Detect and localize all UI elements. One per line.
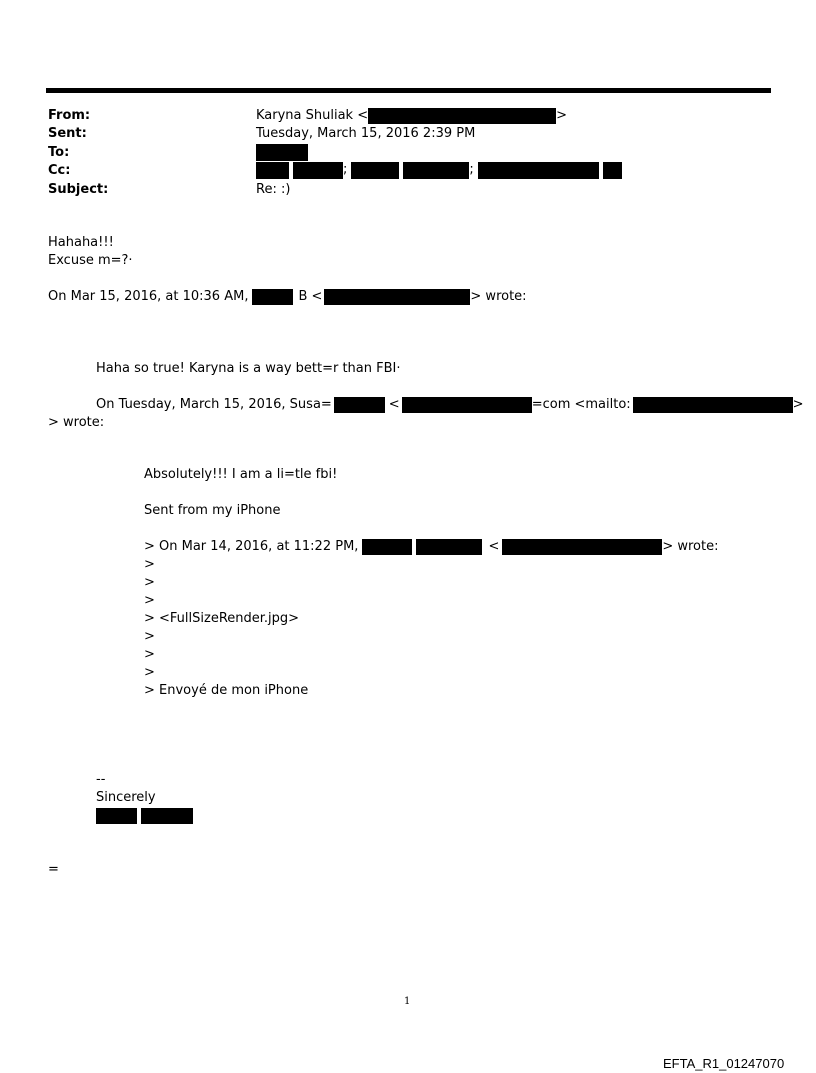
document-id: EFTA_R1_01247070 xyxy=(663,1056,785,1071)
quote-text: On Mar 15, 2016, at 10:36 AM, xyxy=(48,289,249,304)
to-label: To: xyxy=(48,145,70,160)
page-number: 1 xyxy=(404,996,411,1007)
redaction-box xyxy=(256,162,289,179)
redaction-box xyxy=(478,162,599,179)
redaction-box xyxy=(252,289,293,305)
quote-marker: > xyxy=(144,557,155,572)
quote-header-2 xyxy=(96,397,804,413)
redaction-box xyxy=(362,539,412,555)
signature-text: Sincerely xyxy=(96,790,156,805)
quote-marker: > xyxy=(144,665,155,680)
redaction-box xyxy=(502,539,662,555)
redaction-box xyxy=(334,397,385,413)
redaction-box xyxy=(633,397,793,413)
quote-text: > On Mar 14, 2016, at 11:22 PM, xyxy=(144,539,359,554)
redaction-box xyxy=(368,108,556,124)
redaction-box xyxy=(293,162,343,179)
reply-2-line-2: Sent from my iPhone xyxy=(144,503,281,518)
sent-label: Sent: xyxy=(48,126,87,141)
quote-text: =com <mailto: xyxy=(531,397,631,412)
body-line-2: Excuse m=?· xyxy=(48,253,133,268)
signature-name xyxy=(96,808,193,824)
cc-separator: ; xyxy=(469,162,474,177)
from-label: From: xyxy=(48,108,91,123)
redaction-box xyxy=(256,144,308,161)
redaction-box xyxy=(402,397,532,413)
quote-text: > wrote: xyxy=(470,289,527,304)
reply-2-line-1: Absolutely!!! I am a li=tle fbi! xyxy=(144,467,338,482)
redaction-box xyxy=(351,162,399,179)
quote-header-1 xyxy=(48,289,527,305)
trailing-char: = xyxy=(48,862,59,877)
sent-value: Tuesday, March 15, 2016 2:39 PM xyxy=(256,126,476,141)
body-line-1: Hahaha!!! xyxy=(48,235,114,250)
quote-header-3 xyxy=(144,539,719,555)
quote-text: < xyxy=(388,397,400,412)
to-value xyxy=(256,144,308,161)
redaction-box xyxy=(96,808,137,824)
redaction-box xyxy=(141,808,193,824)
quote-marker: > xyxy=(144,647,155,662)
reply-1: Haha so true! Karyna is a way bett=r than FBI· xyxy=(96,361,401,376)
quote-marker: > xyxy=(144,575,155,590)
cc-separator: ; xyxy=(343,162,348,177)
signature-separator: -- xyxy=(96,772,106,787)
quote-text: < xyxy=(488,539,500,554)
quote-text: B < xyxy=(298,289,323,304)
quote-text: > wrote: xyxy=(662,539,719,554)
quote-text: On Tuesday, March 15, 2016, Susa= xyxy=(96,397,332,412)
redaction-box xyxy=(416,539,482,555)
from-value xyxy=(256,108,567,124)
quote-marker: > xyxy=(144,629,155,644)
redaction-box xyxy=(324,289,470,305)
from-close: > xyxy=(556,108,568,123)
cc-value xyxy=(256,162,622,179)
redaction-box xyxy=(603,162,622,179)
from-name: Karyna Shuliak < xyxy=(256,108,369,123)
subject-label: Subject: xyxy=(48,182,109,197)
cc-label: Cc: xyxy=(48,163,71,178)
redaction-box xyxy=(403,162,469,179)
subject-value: Re: :) xyxy=(256,182,291,197)
attachment-line: > <FullSizeRender.jpg> xyxy=(144,611,300,626)
header-rule xyxy=(46,88,771,93)
quote-marker: > xyxy=(144,593,155,608)
quote-header-2-cont: > wrote: xyxy=(48,415,105,430)
quote-text: > xyxy=(792,397,804,412)
envoye-line: > Envoyé de mon iPhone xyxy=(144,683,309,698)
